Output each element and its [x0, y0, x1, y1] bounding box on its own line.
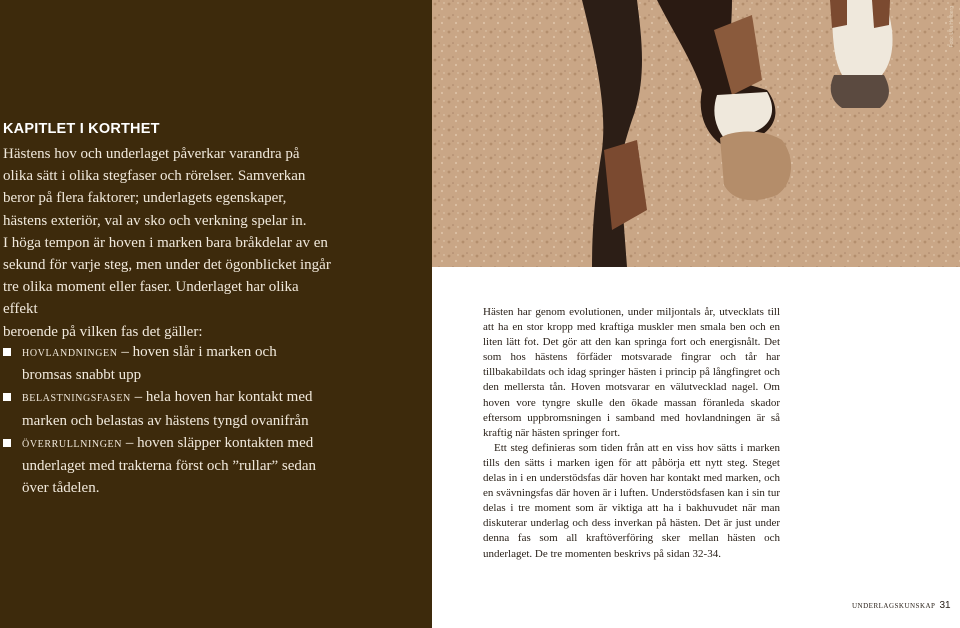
main-article: [483, 305, 780, 562]
intro-line: Hästens hov och underlaget påverkar varandra på: [3, 146, 300, 162]
phase-term: hovlandningen: [22, 345, 118, 360]
phase-description: – hoven slår i marken och bromsas snabbt upp: [22, 344, 277, 384]
article-paragraph-1: Hästen har genom evolutionen, under miljontals år, utvecklats till att ha en stor kropp med kraftiga muskler men smala ben och en liten lätt fot. Det gör att den kan springa fort och energisnålt. Det som hos hästens förfäder motsvarade fingrar och tår har tillbakabildats och idag springer hästen i princip på långfingret och den mellersta tån. Hoven motsvarar en välutvecklad nagel. Om hoven vore tyngre skulle den ökade massan föranleda skador eftersom uppbromsningen i samband med hovlandningen är så kraftig när hästen springer fort.: [483, 306, 780, 439]
square-bullet-icon: [3, 348, 11, 356]
page-footer: [852, 600, 951, 611]
phase-description: – hela hoven har kontakt med marken och belastas av hästens tyngd ovanifrån: [22, 389, 313, 429]
intro-line: hästens exteriör, val av sko och verkning spelar in.: [3, 212, 307, 229]
intro-line: tre olika moment eller faser. Underlaget har olika effekt: [3, 279, 299, 318]
phase-item-belastning: [3, 386, 328, 431]
intro-line: beror på flera faktorer; underlagets egenskaper,: [3, 190, 287, 207]
summary-heading: KAPITLET I KORTHET: [3, 121, 160, 137]
section-label: underlagskunskap: [852, 600, 936, 611]
summary-panel: [0, 0, 432, 628]
phase-term: överrullningen: [22, 435, 123, 451]
phase-item-overrullning: [3, 432, 328, 500]
square-bullet-icon: [3, 393, 11, 401]
intro-line: sekund för varje steg, men under det ögonblicket ingår: [3, 257, 331, 274]
phase-description: – hoven släpper kontakten med underlaget med trakterna först och ”rullar” sedan över tådelen.: [22, 434, 317, 497]
square-bullet-icon: [3, 439, 11, 447]
horse-hooves-illustration: [432, 0, 960, 267]
phase-list: [3, 341, 328, 499]
page-number: 31: [939, 600, 951, 611]
article-paragraph-2: Ett steg definieras som tiden från att en viss hov sätts i marken tills den sätts i marken igen för att påbörja ett nytt steg. Steget delas in i en understödsfas där hoven har kontakt med marken, och en svävningsfas där hoven är i luften. Understödsfasen kan i sin tur delas i tre moment som är viktiga att ha i bakhuvudet när man diskuterar underlag och dess inverkan på hästen. Det är just under denna fas som all kraftöverföring sker mellan hästen och underlaget. De tre momenten beskrivs på sidan 32-34.: [483, 441, 780, 560]
horse-hooves-photo: [432, 0, 960, 267]
phase-term: belastningsfasen: [22, 390, 131, 406]
intro-line: I höga tempon är hoven i marken bara bråkdelar av en: [3, 234, 328, 251]
intro-line: olika sätt i olika stegfaser och rörelser. Samverkan: [3, 168, 306, 185]
photo-credit: Foto: Ulla Hellberg: [949, 6, 955, 48]
phase-item-hovlandning: [3, 341, 328, 386]
intro-line: beroende på vilken fas det gäller:: [3, 323, 203, 340]
summary-intro: [3, 143, 333, 343]
